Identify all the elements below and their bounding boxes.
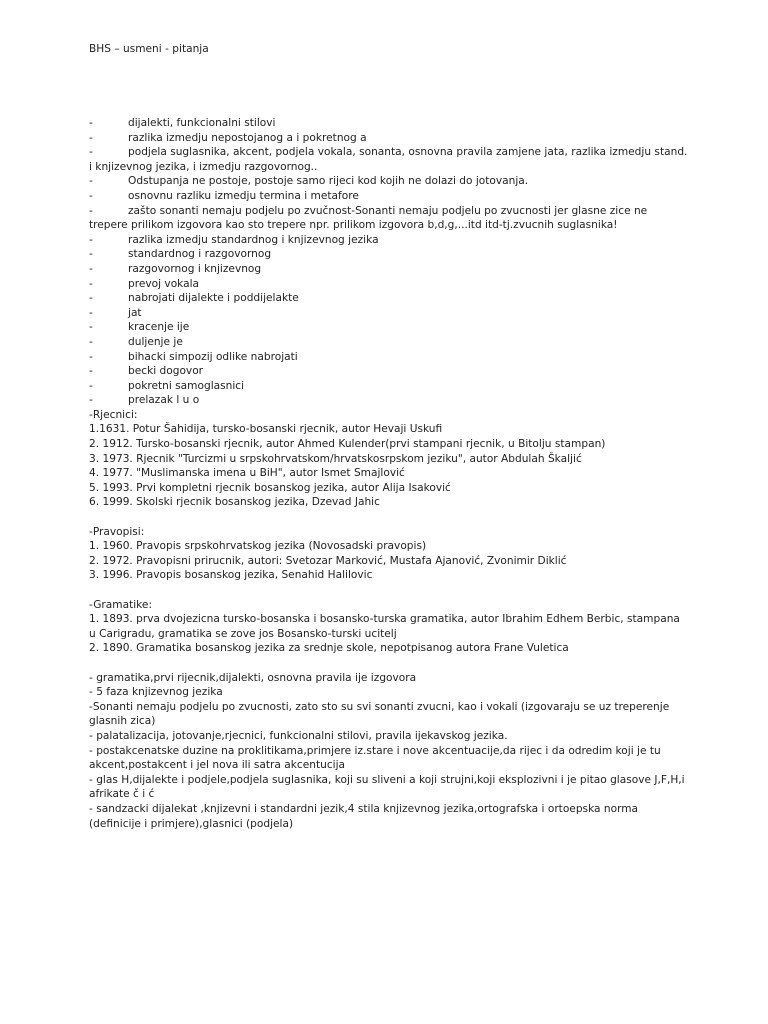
bullet-dash: - (89, 365, 93, 378)
note-line: - gramatika,prvi rijecnik,dijalekti, osnovna pravila ije izgovora (89, 671, 417, 684)
list-item: 3. 1973. Rjecnik "Turcizmi u srpskohrvatskom/hrvatskosrpskom jeziku", autor Abdulah Škaljić (89, 452, 582, 465)
bullet-dash: - (89, 350, 93, 363)
bullet-dash: - (89, 379, 93, 392)
list-item: - osnovnu razliku izmedju termina i metafore (89, 189, 359, 202)
note-line: - palatalizacija, jotovanje,rjecnici, funkcionalni stilovi, pravila ijekavskog jezika. (89, 729, 508, 742)
spacer (89, 583, 689, 598)
list-item: - duljenje je (89, 335, 183, 348)
list-item: - bihacki simpozij odlike nabrojati (89, 350, 298, 363)
bullet-dash: - (89, 189, 93, 202)
bullet-dash: - (89, 233, 93, 246)
bullet-dash: - (89, 335, 93, 348)
list-item: - razlika izmedju standardnog i knjizevnog jezika (89, 233, 379, 246)
note-line: - postakcenatske duzine na proklitikama,primjere iz.stare i nove akcentuacije,da rijec i da odredim koji je tu akcent,postakcent i jel nova ili satra akcentucija (89, 744, 661, 772)
list-item: 4. 1977. "Muslimanska imena u BiH", autor Ismet Smajlović (89, 467, 405, 480)
list-item: - Odstupanja ne postoje, postoje samo rijeci kod kojih ne dolazi do jotovanja. (89, 175, 529, 188)
list-item: - prevoj vokala (89, 277, 200, 290)
bullet-dash: - (89, 292, 93, 305)
list-item: - podjela suglasnika, akcent, podjela vokala, sonanta, osnovna pravila zamjene jata, razlika izmedju stand. i knjizevnog jezika, i izmedju razgovornog.. (89, 146, 688, 173)
list-item: - pokretni samoglasnici (89, 379, 245, 392)
list-item: 2. 1912. Tursko-bosanski rjecnik, autor Ahmed Kulender(prvi stampani rjecnik, u Bitolju stampan) (89, 438, 606, 451)
list-item: 2. 1890. Gramatika bosanskog jezika za srednje skole, nepotpisanog autora Frane Vuletica (89, 642, 569, 655)
rjecnici-section (89, 408, 689, 510)
bullet-dash: - (89, 306, 93, 319)
section-heading: -Rjecnici: (89, 408, 138, 421)
note-line: - 5 faza knjizevnog jezika (89, 686, 223, 699)
note-line: - sandzacki dijalekat ,knjizevni i standardni jezik,4 stila knjizevnog jezika,ortografska i ortoepska norma (definicije i primjere),glasnici (podjela) (89, 802, 639, 830)
bullet-dash: - (89, 146, 93, 159)
section-heading: -Gramatike: (89, 598, 153, 611)
bullet-dash: - (89, 277, 93, 290)
list-item: - jat (89, 306, 142, 319)
bullet-dash: - (89, 248, 93, 261)
note-line: -Sonanti nemaju podjelu po zvucnosti, zato sto su svi sonanti zvucni, kao i vokali (izgovaraju se uz treperenje glasnih zica) (89, 700, 670, 728)
spacer (89, 656, 689, 671)
bullet-dash: - (89, 321, 93, 334)
pravopisi-section (89, 525, 689, 583)
list-item: - nabrojati dijalekte i poddijelakte (89, 292, 299, 305)
list-item: 1.1631. Potur Šahidija, tursko-bosanski rjecnik, autor Hevaji Uskufi (89, 423, 443, 436)
list-item: - razlika izmedju nepostojanog a i pokretnog a (89, 131, 367, 144)
spacer (89, 510, 689, 525)
bullet-dash: - (89, 117, 93, 129)
page-title: BHS – usmeni - pitanja (89, 43, 209, 55)
list-item: - zašto sonanti nemaju podjelu po zvučnost-Sonanti nemaju podjelu po zvucnosti jer glasne zice ne trepere prilikom izgovora kao sto trepere npr. prilikom izgovora b,d,g,...itd itd-tj.zvucnih suglasnika! (89, 204, 648, 232)
note-line: - glas H,dijalekte i podjele,podjela suglasnika, koji su sliveni a koji strujni,koji eksplozivni i je pitao glasove J,F,H,i afrikate č i ć (89, 773, 685, 801)
list-item: - razgovornog i knjizevnog (89, 262, 262, 275)
bullet-dash: - (89, 175, 93, 188)
list-item: - dijalekti, funkcionalni stilovi (89, 117, 276, 129)
list-item: 1. 1893. prva dvojezicna tursko-bosanska i bosansko-turska gramatika, autor Ibrahim Edhem Berbic, stampana u Carigradu, gramatika se zove jos Bosansko-turski ucitelj (89, 613, 680, 640)
notes-section (89, 671, 689, 832)
document-body (89, 116, 689, 831)
list-item: - standardnog i razgovornog (89, 248, 272, 261)
question-list (89, 116, 689, 408)
bullet-dash: - (89, 262, 93, 275)
list-item: 5. 1993. Prvi kompletni rjecnik bosanskog jezika, autor Alija Isaković (89, 481, 451, 494)
list-item: 1. 1960. Pravopis srpskohrvatskog jezika (Novosadski pravopis) (89, 540, 427, 553)
list-item: - kracenje ije (89, 321, 190, 334)
bullet-dash: - (89, 131, 93, 144)
gramatike-section (89, 598, 689, 656)
list-item: - prelazak l u o (89, 394, 200, 407)
list-item: - becki dogovor (89, 365, 204, 378)
section-heading: -Pravopisi: (89, 525, 145, 538)
list-item: 2. 1972. Pravopisni prirucnik, autori: Svetozar Marković, Mustafa Ajanović, Zvonimir Diklić (89, 554, 567, 567)
list-item: 6. 1999. Skolski rjecnik bosanskog jezika, Dzevad Jahic (89, 496, 380, 509)
bullet-dash: - (89, 204, 93, 217)
list-item: 3. 1996. Pravopis bosanskog jezika, Senahid Halilovic (89, 569, 373, 582)
bullet-dash: - (89, 394, 93, 407)
